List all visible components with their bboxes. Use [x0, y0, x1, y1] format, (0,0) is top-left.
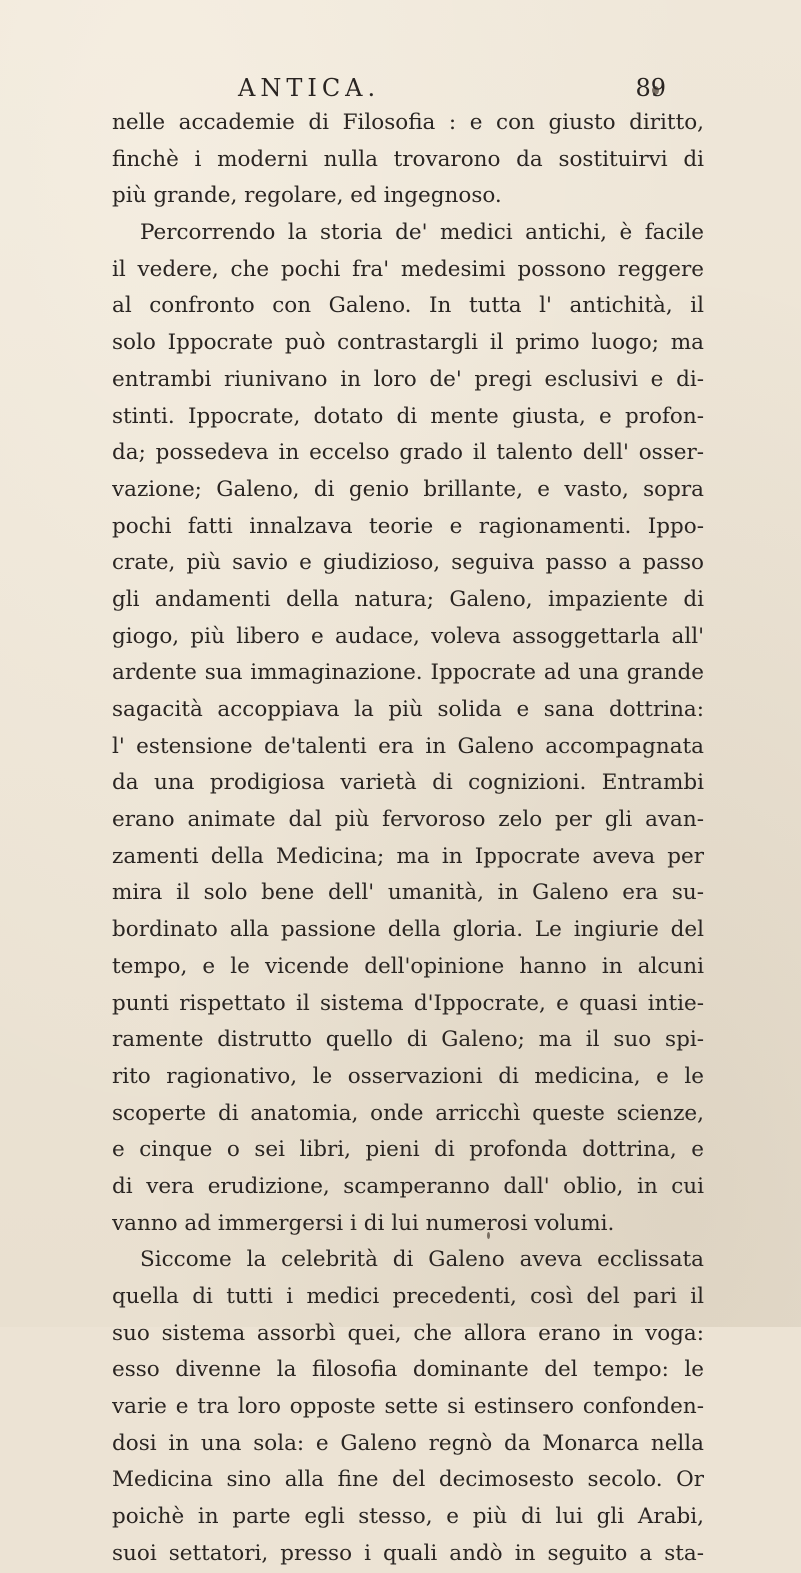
text-line: Siccome la celebrità di Galeno aveva ecclissata [140, 1247, 704, 1273]
text-line: nelle accademie di Filosofia : e con giusto diritto, [112, 110, 704, 135]
running-head: ANTICA. [238, 74, 381, 102]
text-line: da; possedeva in eccelso grado il talento dell' osser- [112, 440, 704, 466]
text-line: Percorrendo la storia de' medici antichi, è facile [140, 220, 704, 246]
text-line: rito ragionativo, le osservazioni di medicina, e le [112, 1063, 704, 1089]
text-line: più grande, regolare, ed ingegnoso. [112, 183, 502, 209]
text-line: sagacità accoppiava la più solida e sana dottrina: [112, 697, 704, 722]
text-line: zamenti della Medicina; ma in Ippocrate aveva per [112, 843, 704, 869]
text-line: punti rispettato il sistema d'Ippocrate, e quasi intie- [112, 990, 704, 1016]
text-line: entrambi riunivano in loro de' pregi esclusivi e di- [112, 366, 704, 392]
text-line: solo Ippocrate può contrastargli il primo luogo; ma [112, 330, 704, 356]
text-line: suo sistema assorbì quei, che allora erano in voga: [112, 1320, 704, 1346]
page-header [226, 68, 666, 104]
text-line: suoi settatori, presso i quali andò in seguito a sta- [112, 1540, 704, 1566]
text-line: al confronto con Galeno. In tutta l' antichità, il [112, 293, 704, 319]
text-line: scoperte di anatomia, onde arricchì queste scienze, [112, 1100, 704, 1126]
text-line: ramente distrutto quello di Galeno; ma il suo spi- [112, 1027, 704, 1053]
text-line: dosi in una sola: e Galeno regnò da Monarca nella [112, 1430, 704, 1456]
text-line: quella di tutti i medici precedenti, così del pari il [112, 1284, 704, 1309]
text-line: pochi fatti innalzava teorie e ragionamenti. Ippo- [112, 513, 704, 539]
text-line: vazione; Galeno, di genio brillante, e vasto, sopra [112, 476, 704, 502]
text-line: finchè i moderni nulla trovarono da sostituirvi di [112, 146, 704, 172]
text-line: gli andamenti della natura; Galeno, impaziente di [112, 586, 704, 612]
text-line: esso divenne la filosofia dominante del tempo: le [112, 1357, 704, 1383]
text-line: giogo, più libero e audace, voleva assoggettarla all' [112, 623, 704, 649]
text-line: il vedere, che pochi fra' medesimi possono reggere [112, 256, 704, 282]
text-line: crate, più savio e giudizioso, seguiva passo a passo [112, 550, 704, 576]
text-line: ardente sua immaginazione. Ippocrate ad una grande [112, 660, 704, 686]
text-line: erano animate dal più fervoroso zelo per gli avan- [112, 807, 704, 833]
body-text [112, 105, 704, 1573]
page-number: 89 [635, 74, 666, 102]
text-line: Medicina sino alla fine del decimosesto secolo. Or [112, 1467, 704, 1493]
text-line: poichè in parte egli stesso, e più di lui gli Arabi, [112, 1504, 704, 1530]
text-line: tempo, e le vicende dell'opinione hanno in alcuni [112, 953, 704, 979]
text-line: varie e tra loro opposte sette si estinsero confonden- [112, 1394, 704, 1420]
text-line: di vera erudizione, scamperanno dall' oblio, in cui [112, 1173, 704, 1199]
text-line: mira il solo bene dell' umanità, in Galeno era su- [112, 880, 704, 906]
text-line: vanno ad immergersi i di lui numerosi volumi. [112, 1210, 615, 1236]
text-line: stinti. Ippocrate, dotato di mente giusta, e profon- [112, 403, 704, 429]
text-line: da una prodigiosa varietà di cognizioni. Entrambi [112, 770, 704, 796]
text-line: l' estensione de'talenti era in Galeno accompagnata [112, 733, 704, 759]
text-line: e cinque o sei libri, pieni di profonda dottrina, e [112, 1137, 704, 1163]
text-line: bordinato alla passione della gloria. Le ingiurie del [112, 917, 704, 943]
